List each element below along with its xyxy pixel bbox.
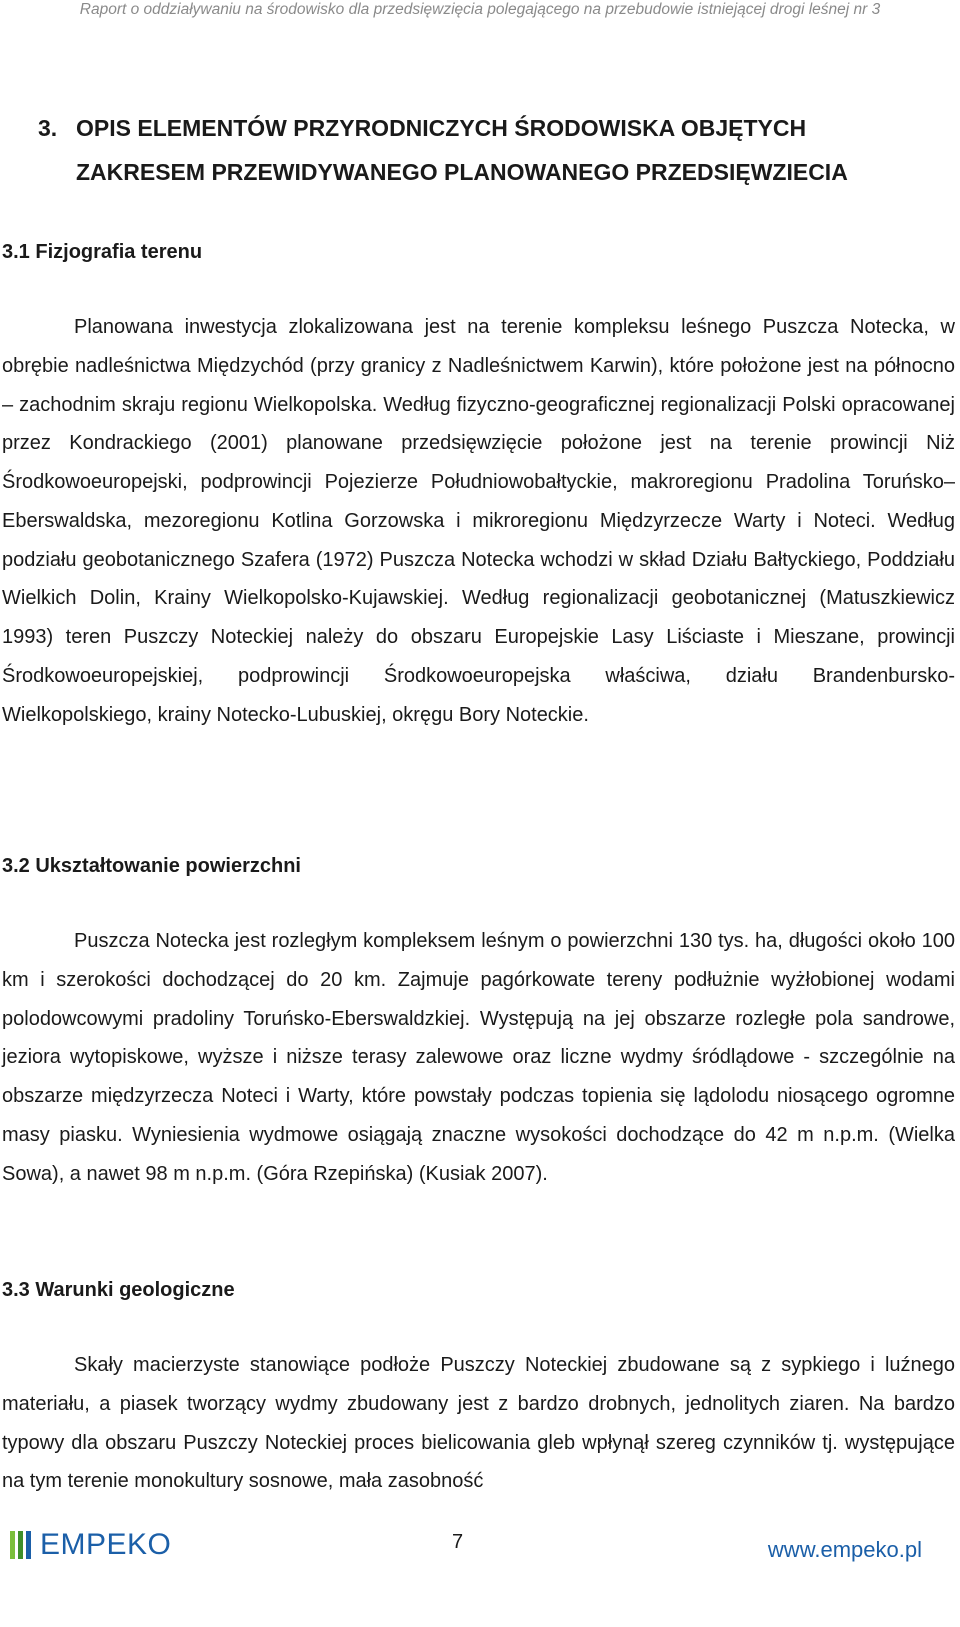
section-heading: 3.1 Fizjografia terenu [2, 241, 203, 263]
section-warunki-geologiczne [2, 1270, 955, 1501]
chapter-title [38, 106, 956, 194]
section-heading: 3.2 Ukształtowanie powierzchni [2, 855, 301, 877]
chapter-title-line2: ZAKRESEM PRZEWIDYWANEGO PLANOWANEGO PRZEDSIĘWZIECIA [76, 159, 848, 185]
chapter-title-line1: OPIS ELEMENTÓW PRZYRODNICZYCH ŚRODOWISKA OBJĘTYCH [76, 115, 807, 141]
section-paragraph: Skały macierzyste stanowiące podłoże Puszczy Noteckiej zbudowane są z sypkiego i luźnego materiału, a piasek tworzący wydmy zbudowany jest z bardzo drobnych, jednolitych ziaren. Na bardzo typowy dla obszaru Puszczy Noteckiej proces bielicowania gleb wpłynął szereg czynników tj. występujące na tym terenie monokultury sosnowe, mała zasobność [2, 1354, 955, 1493]
chapter-number: 3. [38, 115, 58, 141]
section-paragraph: Planowana inwestycja zlokalizowana jest na terenie kompleksu leśnego Puszcza Notecka, w obrębie nadleśnictwa Międzychód (przy granicy z Nadleśnictwem Karwin), które położone jest na północno – zachodnim skraju regionu Wielkopolska. Według fizyczno-geograficznej regionalizacji Polski opracowanej przez Kondrackiego (2001) planowane przedsięwzięcie położone jest na terenie prowincji Niż Środkowoeuropejski, podprowincji Pojezierze Południowobałtyckie, makroregionu Pradolina Toruńsko–Eberswaldska, mezoregionu Kotlina Gorzowska i mikroregionu Międzyrzecze Warty i Noteci. Według podziału geobotanicznego Szafera (1972) Puszcza Notecka wchodzi w skład Działu Bałtyckiego, Poddziału Wielkich Dolin, Krainy Wielkopolsko-Kujawskiej. Według regionalizacji geobotanicznej (Matuszkiewicz 1993) teren Puszczy Noteckiej należy do obszaru Europejskie Lasy Liściaste i Mieszane, prowincji Środkowoeuropejskiej, podprowincji Środkowoeuropejska właściwa, działu Brandenbursko-Wielkopolskiego, krainy Notecko-Lubuskiej, okręgu Bory Noteckie. [2, 316, 955, 726]
section-fizjografia [2, 232, 955, 734]
section-uksztaltowanie [2, 846, 955, 1193]
section-paragraph: Puszcza Notecka jest rozległym kompleksem leśnym o powierzchni 130 tys. ha, długości około 100 km i szerokości dochodzącej do 20 km. Zajmuje pagórkowate tereny podłużnie wyżłobionej wodami polodowcowymi pradoliny Toruńsko-Eberswaldzkiej. Występują na jej obszarze rozległe pola sandrowe, jeziora wytopiskowe, wyższe i niższe terasy zalewowe oraz liczne wydmy śródlądowe - szczególnie na obszarze międzyrzecza Noteci i Warty, które powstały podczas topienia się lądolodu niosącego ogromne masy piasku. Wyniesienia wydmowe osiągają znaczne wysokości dochodzące do 42 m n.p.m. (Wielka Sowa), a nawet 98 m n.p.m. (Góra Rzepińska) (Kusiak 2007). [2, 930, 955, 1185]
page-number: 7 [452, 1531, 464, 1553]
section-heading: 3.3 Warunki geologiczne [2, 1279, 235, 1301]
footer-url[interactable]: www.empeko.pl [767, 1537, 922, 1562]
empeko-logo [10, 1527, 171, 1563]
logo-bars-icon [10, 1531, 34, 1559]
logo-text: EMPEKO [40, 1528, 172, 1561]
page-footer [0, 1525, 960, 1575]
running-header: Raport o oddziaływaniu na środowisko dla przedsięwzięcia polegającego na przebudowie istniejącej drogi leśnej nr 3 [79, 1, 881, 18]
